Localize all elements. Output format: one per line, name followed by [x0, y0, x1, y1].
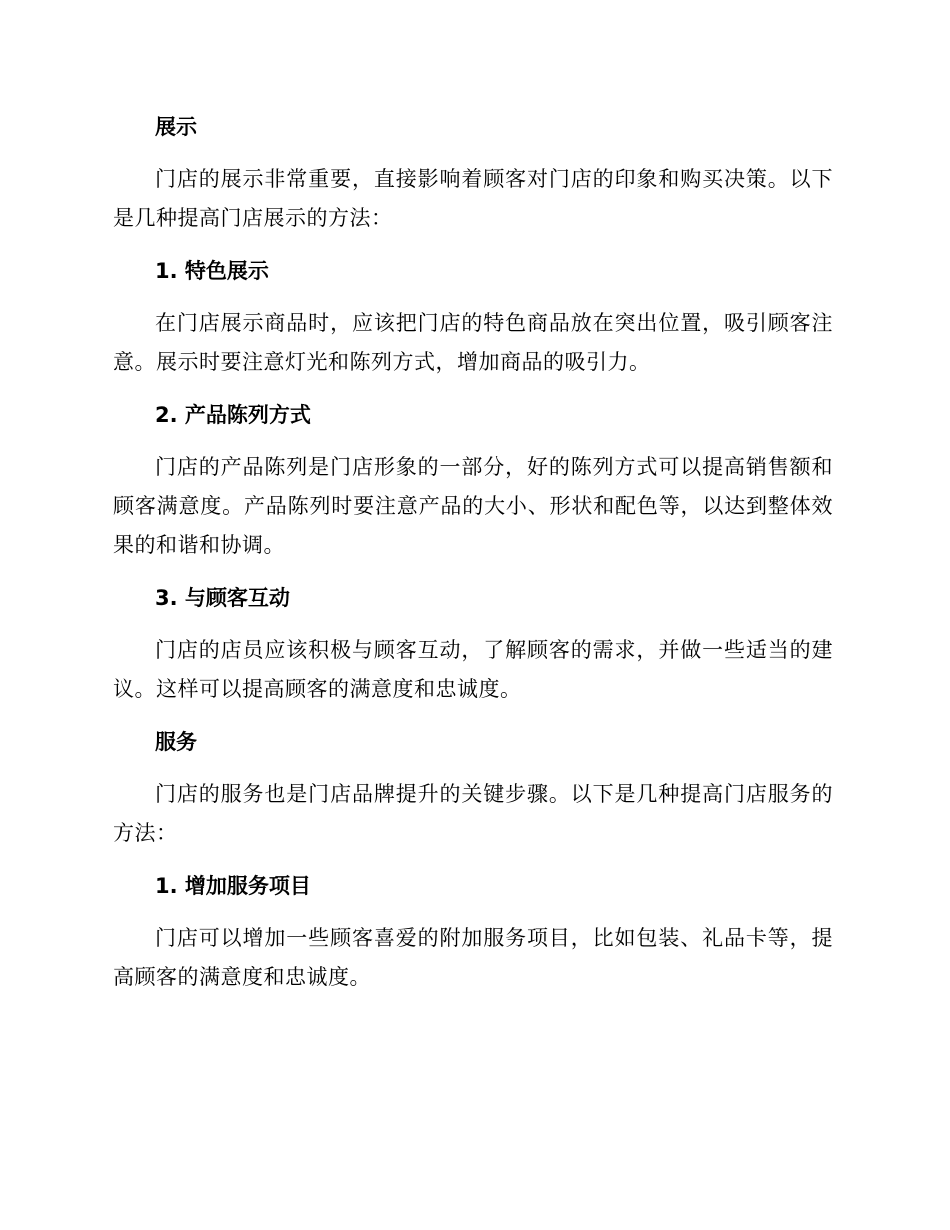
subheading-product-arrangement: 2. 产品陈列方式	[155, 403, 311, 427]
subheading-customer-interaction: 3. 与顾客互动	[155, 586, 290, 610]
document-page	[113, 107, 833, 1010]
subheading-add-service-items: 1. 增加服务项目	[155, 874, 311, 898]
paragraph-customer-interaction: 门店的店员应该积极与顾客互动，了解顾客的需求，并做一些适当的建议。这样可以提高顾客的满意度和忠诚度。	[113, 638, 833, 701]
paragraph-product-arrangement: 门店的产品陈列是门店形象的一部分，好的陈列方式可以提高销售额和顾客满意度。产品陈列时要注意产品的大小、形状和配色等，以达到整体效果的和谐和协调。	[113, 455, 833, 557]
paragraph-service-intro: 门店的服务也是门店品牌提升的关键步骤。以下是几种提高门店服务的方法：	[113, 782, 833, 845]
paragraph-display-intro: 门店的展示非常重要，直接影响着顾客对门店的印象和购买决策。以下是几种提高门店展示的方法：	[113, 167, 833, 230]
paragraph-add-service-items: 门店可以增加一些顾客喜爱的附加服务项目，比如包装、礼品卡等，提高顾客的满意度和忠诚度。	[113, 926, 833, 989]
section-heading-display: 展示	[155, 115, 197, 139]
section-heading-service: 服务	[155, 730, 197, 754]
paragraph-featured-display: 在门店展示商品时，应该把门店的特色商品放在突出位置，吸引顾客注意。展示时要注意灯光和陈列方式，增加商品的吸引力。	[113, 311, 833, 374]
subheading-featured-display: 1. 特色展示	[155, 259, 269, 283]
